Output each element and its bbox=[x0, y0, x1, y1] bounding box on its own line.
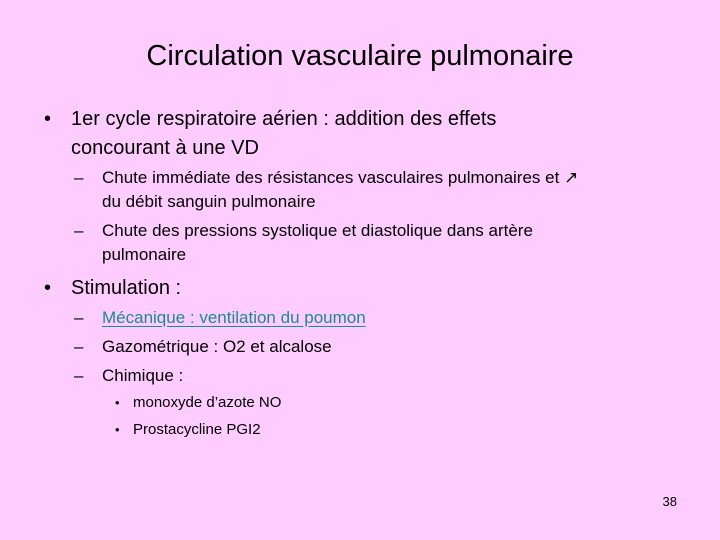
sub-point-2-2 bbox=[74, 335, 332, 359]
sub-sub-point-2 bbox=[115, 419, 261, 441]
dash-icon: – bbox=[74, 366, 84, 385]
bullet-point-1 bbox=[44, 105, 497, 134]
sub-point-1-2-line-1: Chute des pressions systolique et diastolique dans artère bbox=[102, 221, 533, 240]
sub-point-1-1 bbox=[74, 166, 579, 190]
sub-point-1-1-continued bbox=[102, 190, 316, 214]
sub-point-2-2-text: Gazométrique : O2 et alcalose bbox=[102, 337, 332, 356]
sub-point-2-1 bbox=[74, 306, 366, 330]
dash-icon: – bbox=[74, 168, 84, 187]
sub-point-1-1-line-2: du débit sanguin pulmonaire bbox=[102, 192, 316, 211]
bullet-point-1-line-1: 1er cycle respiratoire aérien : addition des effets bbox=[71, 108, 497, 130]
bullet-point-2-text: Stimulation : bbox=[71, 277, 182, 299]
bullet-point-2 bbox=[44, 274, 182, 303]
sub-sub-point-2-text: Prostacycline PGI2 bbox=[133, 421, 261, 438]
sub-point-2-3 bbox=[74, 364, 184, 388]
mecanique-link[interactable]: Mécanique : ventilation du poumon bbox=[102, 308, 366, 327]
sub-sub-point-1 bbox=[115, 392, 282, 414]
sub-point-1-2-continued bbox=[102, 243, 186, 267]
sub-sub-point-1-text: monoxyde d’azote NO bbox=[133, 394, 282, 411]
bullet-dot-icon: • bbox=[44, 108, 52, 130]
small-bullet-icon: • bbox=[115, 395, 120, 410]
slide-title: Circulation vasculaire pulmonaire bbox=[146, 40, 574, 72]
sub-point-1-2-line-2: pulmonaire bbox=[102, 245, 187, 264]
bullet-point-1-line-2: concourant à une VD bbox=[71, 137, 259, 159]
dash-icon: – bbox=[74, 221, 84, 240]
sub-point-1-2 bbox=[74, 219, 533, 243]
sub-point-2-3-text: Chimique : bbox=[102, 366, 184, 385]
bullet-dot-icon: • bbox=[44, 277, 52, 299]
dash-icon: – bbox=[74, 337, 84, 356]
dash-icon: – bbox=[74, 308, 84, 327]
bullet-point-1-continued bbox=[71, 134, 259, 163]
page-number: 38 bbox=[662, 494, 677, 509]
sub-point-1-1-line-1: Chute immédiate des résistances vasculaires pulmonaires et ↗ bbox=[102, 168, 579, 187]
small-bullet-icon: • bbox=[115, 422, 120, 437]
